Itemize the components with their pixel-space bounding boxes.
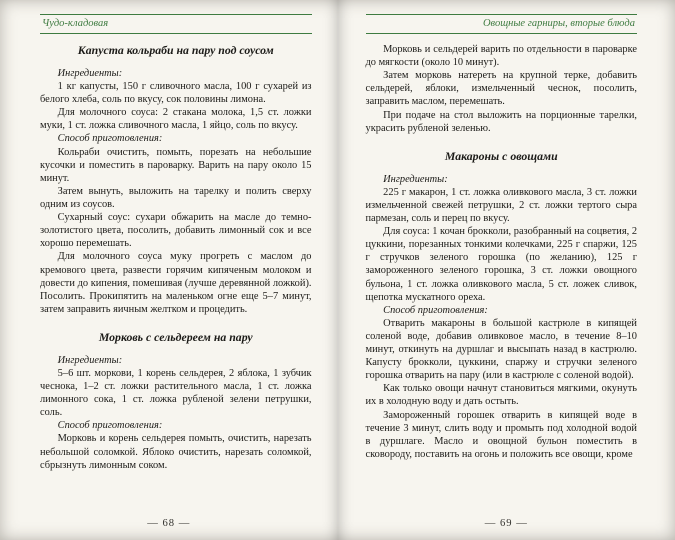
paragraph: Сухарный соус: сухари обжарить на масле до темно-золотистого цвета, посолить, добавить лимонный сок и все хорошо перемешать. xyxy=(40,212,312,250)
paragraph: Для молочного соуса муку прогреть с маслом до кремового цвета, развести горячим кипяченым молоком и довести до кипения, помешивая (лучше деревянной ложкой). Посолить. Прокипятить на маленьком огне еще 5–7 минут, затем заправить яичным желтком и процедить. xyxy=(40,251,312,315)
section-label: Способ приготовления: xyxy=(57,420,163,432)
section-label: Ингредиенты: xyxy=(383,173,448,185)
paragraph: 225 г макарон, 1 ст. ложка оливкового масла, 3 ст. ложки измельченной свежей петрушки, 2 ст. ложки тертого сыра пармезан, соль и перец по вкусу. xyxy=(365,186,637,224)
recipe-title: Макароны с овощами xyxy=(444,148,558,163)
paragraph: Затем морковь натереть на крупной терке, добавить сельдерей, яблоки, измельченный чеснок, посолить, заправить маслом, перемешать. xyxy=(365,70,637,108)
running-header-right xyxy=(366,14,638,34)
page-number-right: — 69 — xyxy=(484,518,528,529)
page-body-right xyxy=(366,43,638,461)
paragraph: Для соуса: 1 кочан брокколи, разобранный на соцветия, 2 цуккини, порезанных тонкими колечками, 225 г спаржи, 125 г стручков зеленого горошка (по желанию), 125 г замороженного зеленого горошка, 3 ст. ложки овощного бульона, 1 ст. ложка оливкового масла, 5 ст. ложек сливок, щепотка мускатного ореха. xyxy=(365,226,638,303)
page-body-left xyxy=(40,43,312,472)
section-label: Способ приготовления: xyxy=(383,304,488,316)
section-label: Способ приготовления: xyxy=(57,133,163,145)
paragraph: Кольраби очистить, помыть, порезать на небольшие кусочки и поместить в пароварку. Варить на пару около 15 минут. xyxy=(40,146,312,184)
paragraph: Замороженный горошек отварить в кипящей воде в течение 3 минут, слить воду и промыть под холодной водой в дуршлаге. Масло и овощной бульон поместить в сковороду, поставить на огонь и положить все овощи, кроме xyxy=(365,409,637,460)
paragraph: Как только овощи начнут становиться мягкими, окунуть их в холодную воду и дать остыть. xyxy=(365,383,637,408)
running-header-left xyxy=(40,14,312,34)
running-header-right-text: Овощные гарниры, вторые блюда xyxy=(482,18,635,29)
paragraph: Отварить макароны в большой кастрюле в кипящей соленой воде, добавив оливковое масло, в течение 8–10 минут, откинуть на дуршлаг и высыпать назад в кастрюлю. Капусту брокколи, цуккини, спаржу и стручки зеленого горошка отварить на пару (или в кастрюле с соленой водой). xyxy=(365,317,637,382)
running-header-left-text: Чудо-кладовая xyxy=(42,18,109,29)
paragraph: Морковь и сельдерей варить по отдельности в пароварке до мягкости (около 10 минут). xyxy=(365,44,637,69)
page-right xyxy=(338,0,675,540)
section-label: Ингредиенты: xyxy=(57,354,123,366)
recipe-title: Морковь с сельдереем на пару xyxy=(98,329,253,344)
paragraph: Морковь и корень сельдерея помыть, очистить, нарезать небольшой соломкой. Яблоко очистить, нарезать соломкой, сбрызнуть лимонным соком. xyxy=(40,433,312,471)
paragraph: Затем вынуть, выложить на тарелку и полить сверху одним из соусов. xyxy=(40,185,312,210)
paragraph: Для молочного соуса: 2 стакана молока, 1,5 ст. ложки муки, 1 ст. ложка сливочного масла, 1 яйцо, соль по вкусу. xyxy=(40,107,312,132)
paragraph: При подаче на стол выложить на порционные тарелки, украсить рубленой зеленью. xyxy=(365,109,637,134)
page-number-left: — 68 — xyxy=(147,518,191,529)
section-label: Ингредиенты: xyxy=(57,67,123,79)
paragraph: 5–6 шт. моркови, 1 корень сельдерея, 2 яблока, 1 зубчик чеснока, 1–2 ст. ложки растительного масла, 1 ст. ложка лимонного сока, 1 ст. ложка рубленой зелени петрушки, соль. xyxy=(40,367,312,419)
paragraph: 1 кг капусты, 150 г сливочного масла, 100 г сухарей из белого хлеба, соль по вкусу, сок половины лимона. xyxy=(40,80,312,106)
recipe-title: Капуста кольраби на пару под соусом xyxy=(77,43,274,57)
